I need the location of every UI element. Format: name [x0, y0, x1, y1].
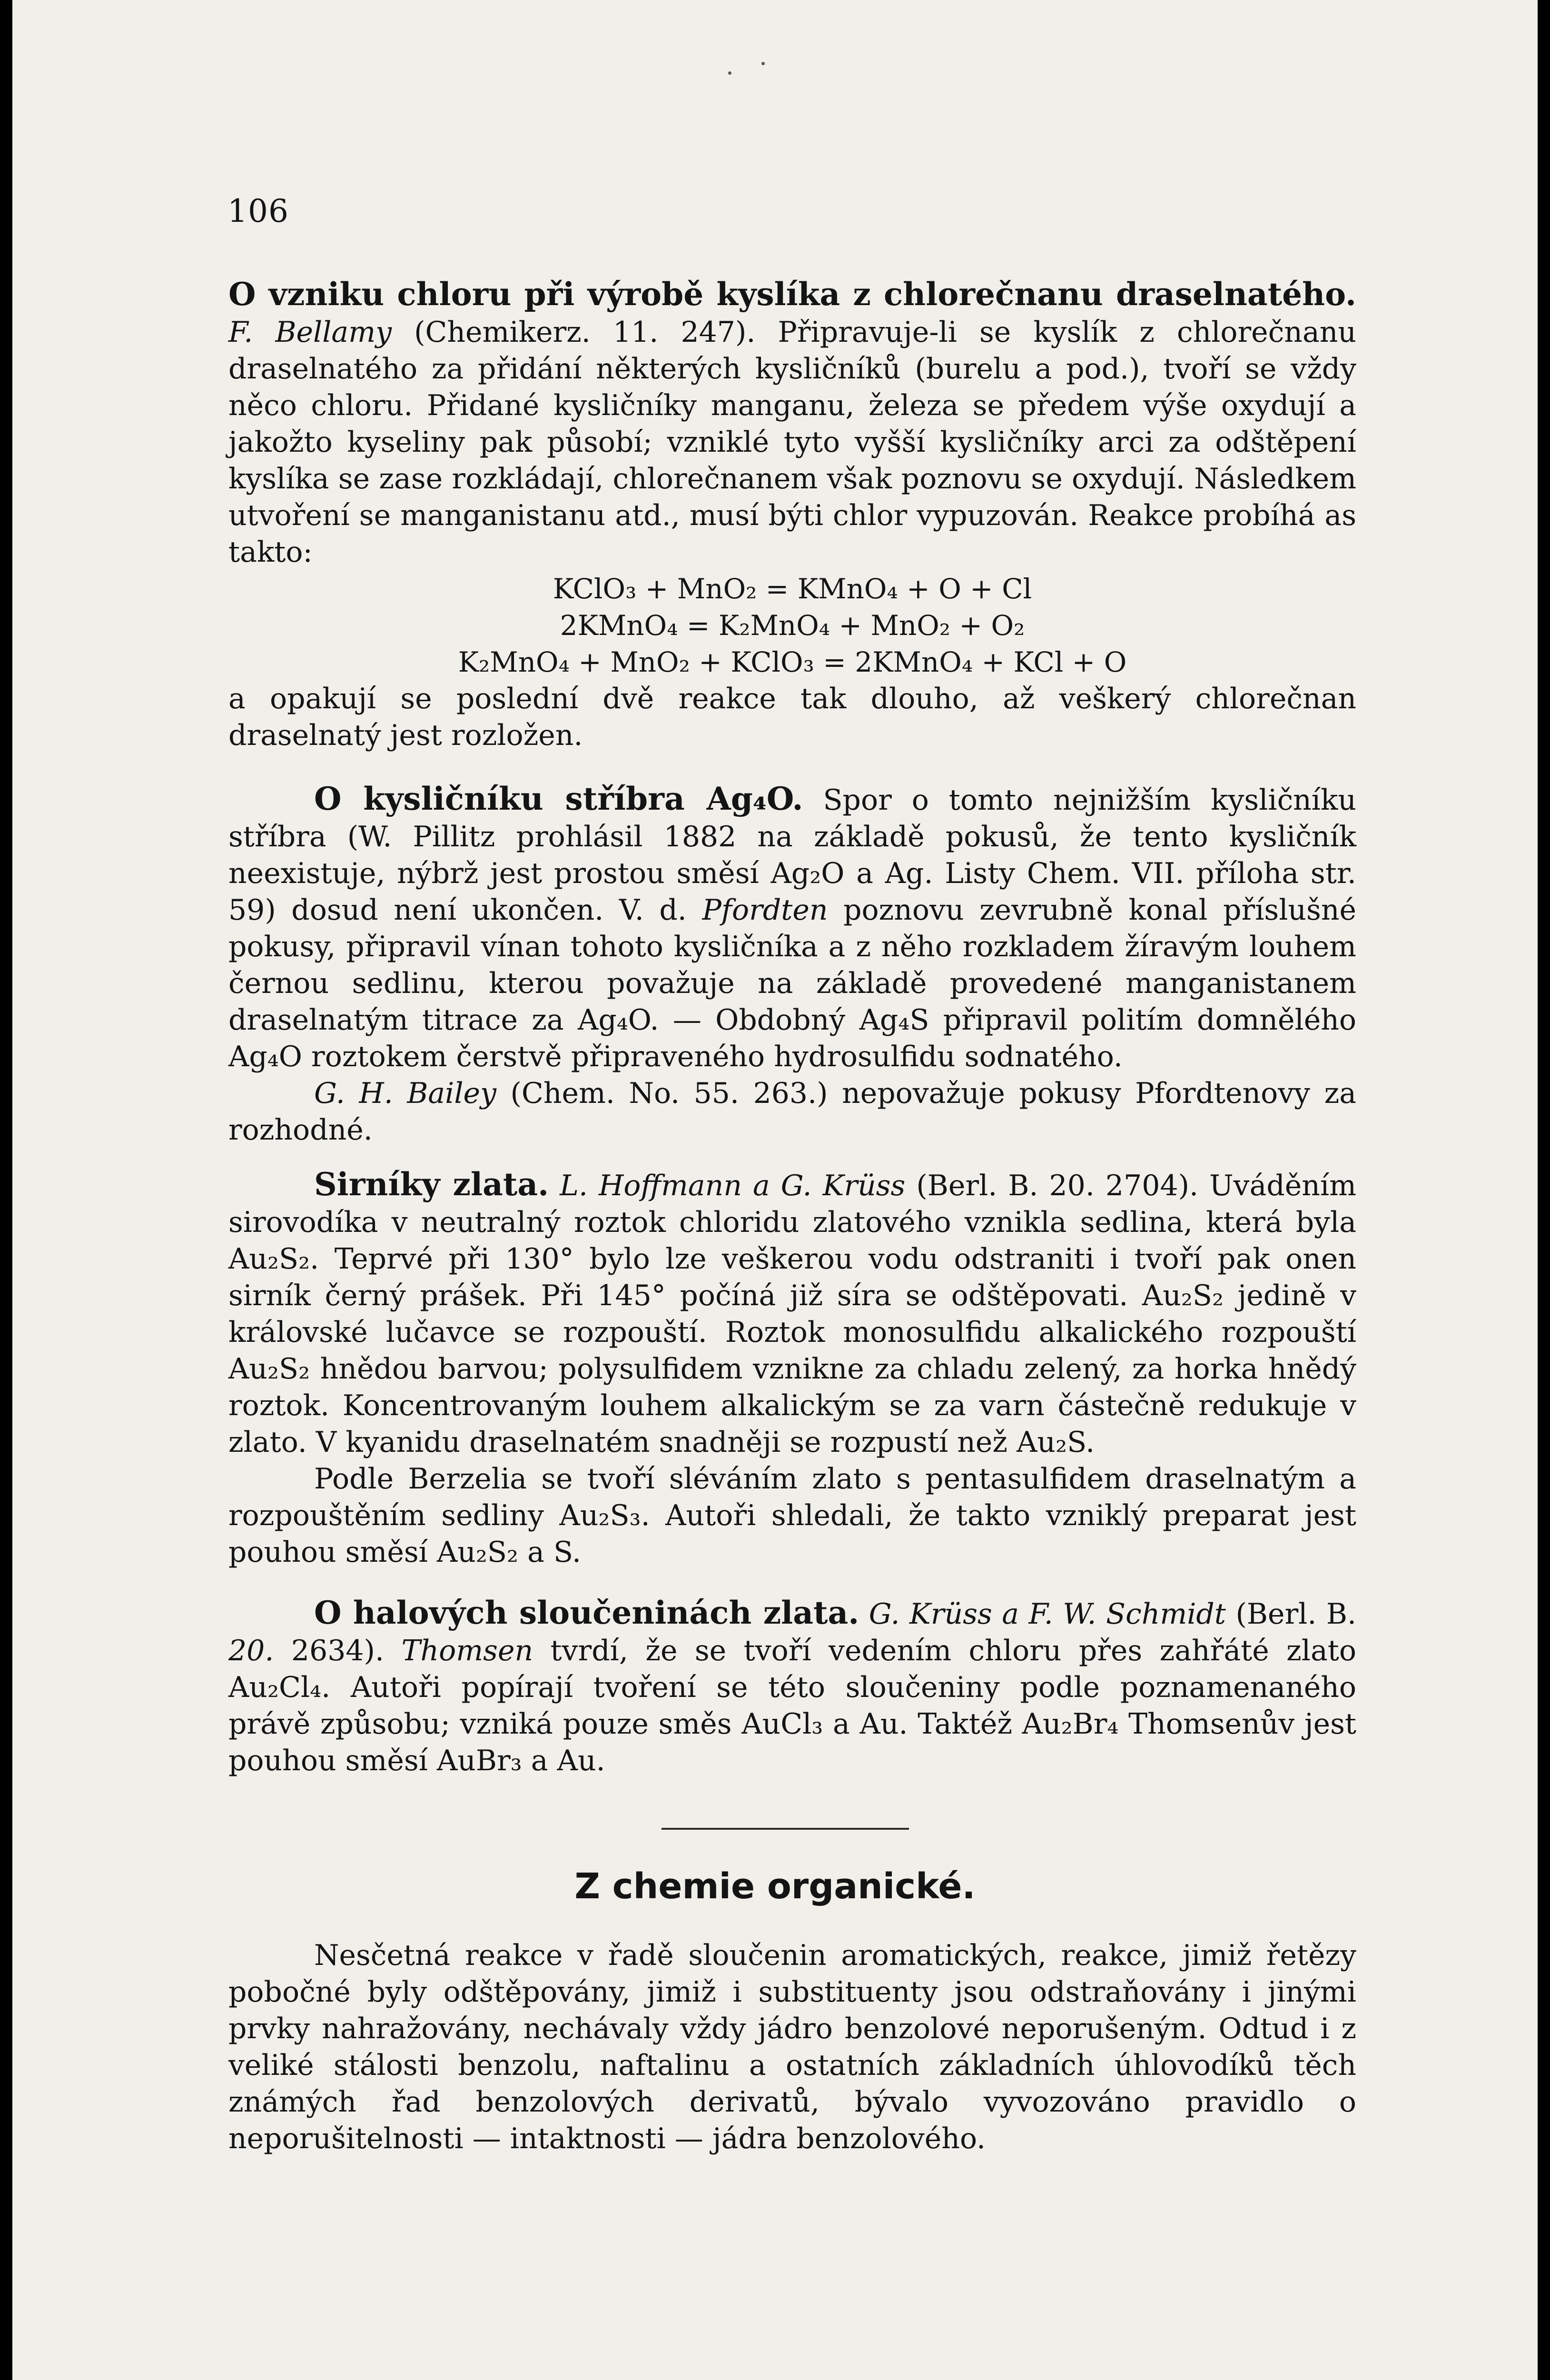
page-number: 106: [227, 193, 289, 229]
body-text: 2634).: [291, 1634, 385, 1667]
body-text: a opakují se poslední dvě reakce tak dlouho, až veškerý chlorečnan draselnatý jest rozložen.: [228, 682, 1356, 752]
body-text: Nesčetná reakce v řadě sloučenin aromatických, reakce, jimiž řetězy pobočné byly odštěpovány, jimiž i substituenty jsou odstraňovány i jinými prvky nahražovány, nechávaly vždy jádro benzolové neporušeným. Odtud i z veliké stálosti benzolu, naftalinu a ostatních základních úhlovodíků těch známých řad benzolových derivatů, bývalo vyvozováno pravidlo o neporušitelnosti — intaktnosti — jádra benzolového.: [228, 1939, 1356, 2155]
body-text: poznovu zevrubně konal příslušné pokusy, připravil vínan tohoto kysličníka a z něho rozkladem žíravým louhem černou sedlinu, kterou považuje na základě provedené manganistanem draselnatým titrace za Ag₄O. — Obdobný Ag₄S připravil politím domnělého Ag₄O roztokem čerstvě připraveného hydrosulfidu sodnatého.: [228, 893, 1356, 1073]
body-text: (Berl. B. 20. 2704). Uváděním sirovodíka v neutralný roztok chloridu zlatového vznikla sedlina, která byla Au₂S₂. Teprvé při 130° bylo lze veškerou vodu odstraniti i tvoří pak onen sirník černý prášek. Při 145° počíná již síra se odštěpovati. Au₂S₂ jedině v královské lučavce se rozpouští. Roztok monosulfidu alkalického rozpouští Au₂S₂ hnědou barvou; polysulfidem vznikne za chladu zelený, za horka hnědý roztok. Koncentrovaným louhem alkalickým se za varn částečně redukuje v zlato. V kyanidu draselnatém snadněji se rozpustí než Au₂S.: [228, 1169, 1356, 1459]
authors: G. Krüss a F. W. Schmidt: [869, 1597, 1226, 1631]
section-heading: Sirníky zlata.: [314, 1166, 549, 1203]
body-text: (Chemikerz. 11. 247). Připravuje-li se kyslík z chlorečnanu draselnatého za přidání některých kysličníků (burelu a pod.), tvoří se vždy něco chloru. Přidané kysličníky manganu, železa se předem výše oxydují a jakožto kyseliny pak působí; vzniklé tyto vyšší kysličníky arci za odštěpení kyslíka se zase rozkládají, chlorečnanem však poznovu se oxydují. Následkem utvoření se manganistanu atd., musí býti chlor vypuzován. Reakce probíhá as takto:: [228, 316, 1356, 569]
authors: L. Hoffmann a G. Krüss: [560, 1169, 906, 1202]
section-heading: O halových sloučeninách zlata.: [314, 1594, 859, 1631]
body-text: Podle Berzelia se tvoří sléváním zlato s pentasulfidem draselnatým a rozpouštěním sedliny Au₂S₃. Autoři shledali, že takto vzniklý preparat jest pouhou směsí Au₂S₂ a S.: [228, 1462, 1356, 1569]
author: Pfordten: [702, 893, 828, 927]
equation: K₂MnO₄ + MnO₂ + KClO₃ = 2KMnO₄ + KCl + O: [458, 646, 1127, 678]
section-gold-sulfides: [228, 1166, 1356, 1571]
section-heading: O vzniku chloru při výrobě kyslíka z chlorečnanu draselnatého.: [228, 276, 1356, 313]
author: Thomsen: [401, 1634, 533, 1667]
section-divider: [661, 1828, 909, 1830]
body-text: (Chem. No. 55. 263.) nepovažuje pokusy Pfordtenovy za rozhodné.: [228, 1077, 1356, 1147]
author: G. H. Bailey: [314, 1077, 496, 1110]
body-text: Spor o tomto nejnižším kysličníku stříbra (W. Pillitz prohlásil 1882 na základě pokusů, že tento kysličník neexistuje, nýbrž jest prostou směsí Ag₂O a Ag. Listy Chem. VII. příloha str. 59) dosud není ukončen. V. d.: [228, 783, 1356, 927]
body-text: tvrdí, že se tvoří vedením chloru přes zahřáté zlato Au₂Cl₄. Autoři popírají tvoření se této sloučeniny podle poznamenaného právě způsobu; vzniká pouze směs AuCl₃ a Au. Taktéž Au₂Br₄ Thomsenův jest pouhou směsí AuBr₃ a Au.: [228, 1634, 1356, 1777]
section-silver-oxide: [228, 781, 1356, 1149]
chapter-title: Z chemie organické.: [574, 1866, 976, 1907]
section-heading: O kysličníku stříbra Ag₄O.: [314, 780, 803, 817]
scan-speck: [761, 62, 765, 65]
section-gold-halides: [228, 1595, 1356, 1779]
volume: 20.: [228, 1634, 274, 1667]
equation: KClO₃ + MnO₂ = KMnO₄ + O + Cl: [553, 573, 1032, 605]
equation: 2KMnO₄ = K₂MnO₄ + MnO₂ + O₂: [560, 609, 1025, 642]
body-text: (Berl. B.: [1235, 1597, 1357, 1631]
author: F. Bellamy: [228, 316, 392, 349]
scan-speck: [728, 71, 731, 75]
section-organic-intro: [228, 1937, 1356, 2157]
section-chlorine: [228, 276, 1356, 754]
